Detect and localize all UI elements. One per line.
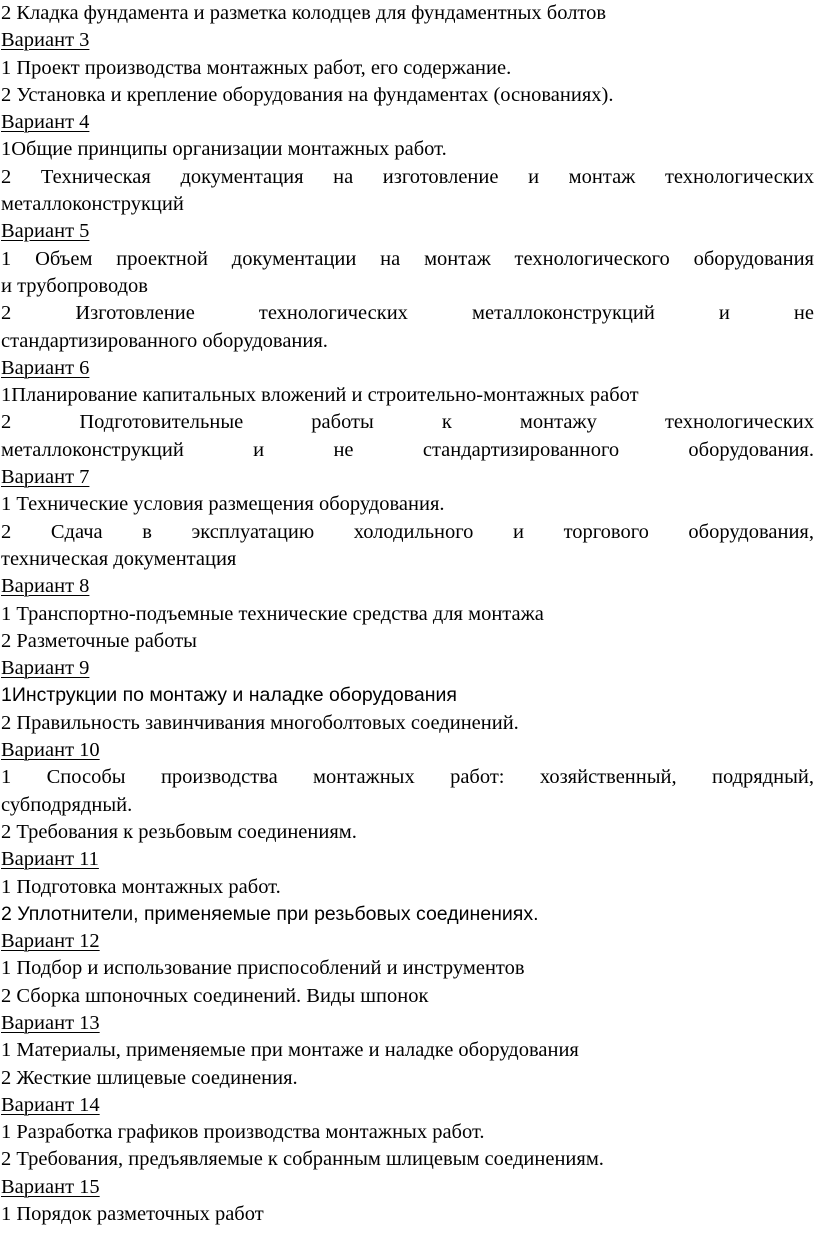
question-line: 2 Техническая документация на изготовление и монтаж технологических (1, 165, 814, 188)
question-line: 1 Подбор и использование приспособлений и инструментов (1, 957, 525, 980)
question-line: 1 Транспортно-подъемные технические средства для монтажа (1, 602, 544, 625)
question-line: 1 Материалы, применяемые при монтаже и наладке оборудования (1, 1039, 579, 1062)
question-line: стандартизированного оборудования. (1, 329, 328, 352)
question-line: 1 Проект производства монтажных работ, его содержание. (1, 56, 512, 79)
question-line: субподрядный. (1, 793, 133, 816)
variant-heading: Вариант 15 (1, 1175, 100, 1198)
variant-heading: Вариант 10 (1, 739, 100, 762)
question-line: 2 Кладка фундамента и разметка колодцев для фундаментных болтов (1, 2, 607, 24)
question-line: 1Общие принципы организации монтажных работ. (1, 138, 447, 161)
variant-heading: Вариант 3 (1, 29, 90, 52)
variant-heading: Вариант 13 (1, 1011, 100, 1034)
question-line: 2 Уплотнители, применяемые при резьбовых соединениях. (1, 902, 539, 925)
variant-heading: Вариант 5 (1, 220, 90, 243)
question-line: металлоконструкций (1, 193, 184, 216)
question-line: 1Инструкции по монтажу и наладке оборудования (1, 684, 457, 707)
question-line: 2 Изготовление технологических металлоконструкций и не (1, 302, 814, 325)
variant-heading: Вариант 12 (1, 930, 100, 953)
question-line: 2 Разметочные работы (1, 629, 197, 652)
question-line: техническая документация (1, 547, 237, 570)
question-line: 1 Способы производства монтажных работ: хозяйственный, подрядный, (1, 766, 814, 789)
question-line: 2 Установка и крепление оборудования на фундаментах (основаниях). (1, 83, 614, 106)
question-line: 2 Требования, предъявляемые к собранным шлицевым соединениям. (1, 1148, 604, 1171)
variant-heading: Вариант 7 (1, 466, 90, 489)
question-line: 1 Технические условия размещения оборудования. (1, 493, 445, 516)
question-line: и трубопроводов (1, 274, 148, 297)
question-line: 2 Сдача в эксплуатацию холодильного и торгового оборудования, (1, 520, 814, 543)
variant-heading: Вариант 4 (1, 111, 90, 134)
question-line: 2 Жесткие шлицевые соединения. (1, 1066, 298, 1089)
variant-heading: Вариант 14 (1, 1093, 100, 1116)
question-line: 1Планирование капитальных вложений и строительно-монтажных работ (1, 384, 639, 407)
question-line: 1 Объем проектной документации на монтаж технологического оборудования (1, 247, 814, 270)
question-line: 1 Порядок разметочных работ (1, 1203, 264, 1226)
question-line: 2 Сборка шпоночных соединений. Виды шпонок (1, 984, 429, 1007)
question-line: металлоконструкций и не стандартизированного оборудования. (1, 438, 814, 461)
variant-heading: Вариант 9 (1, 657, 90, 680)
variant-heading: Вариант 8 (1, 575, 90, 598)
question-line: 2 Требования к резьбовым соединениям. (1, 820, 357, 843)
question-line: 1 Подготовка монтажных работ. (1, 875, 281, 898)
question-line: 2 Правильность завинчивания многоболтовых соединений. (1, 711, 519, 734)
variant-heading: Вариант 11 (1, 848, 99, 871)
question-line: 2 Подготовительные работы к монтажу технологических (1, 411, 814, 434)
variant-heading: Вариант 6 (1, 356, 90, 379)
question-line: 1 Разработка графиков производства монтажных работ. (1, 1121, 485, 1144)
